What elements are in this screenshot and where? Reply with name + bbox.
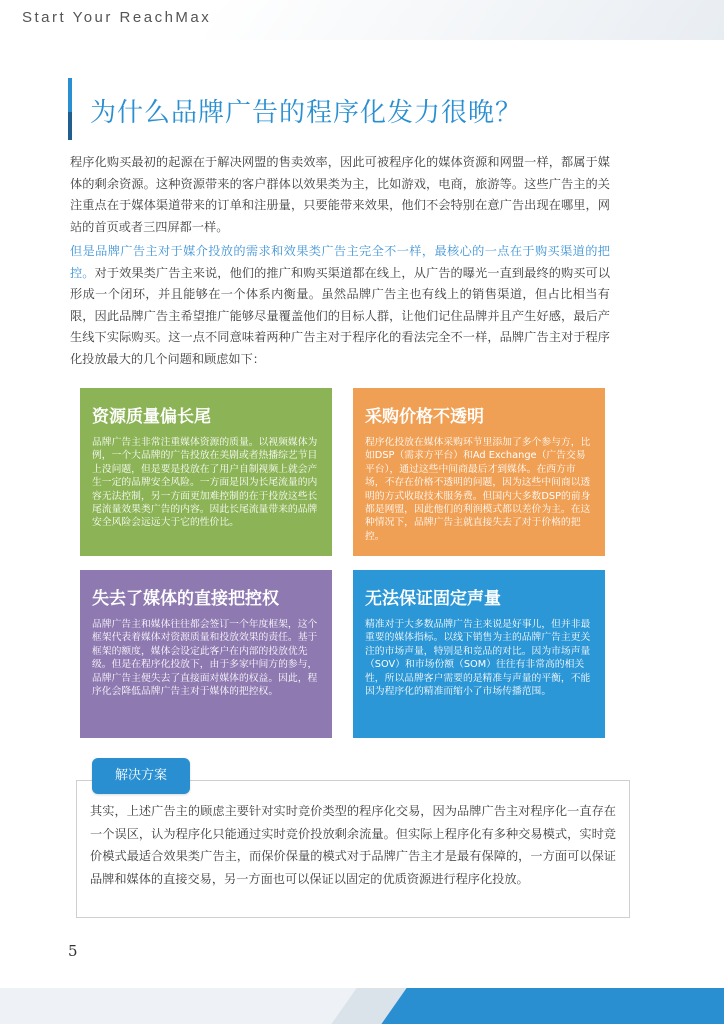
solution-label: 解决方案: [92, 758, 190, 794]
brand-tagline: Start Your ReachMax: [22, 9, 212, 26]
card-title: 采购价格不透明: [365, 407, 484, 427]
title-accent-bar-dark: [68, 112, 72, 140]
footer-stripe-blue: [381, 988, 724, 1024]
card-body: 品牌广告主和媒体往往都会签订一个年度框架，这个框架代表着媒体对资源质量和投放效果的责任。基于框架的额度，媒体会设定此客户在内部的投放优先级。但是在程序化投放下，由于多家中间方的参与，品牌广告主便失去了直接面对媒体的权益。因此，程序化会降低品牌广告主对于媒体的把控权。: [92, 619, 318, 698]
card-title: 失去了媒体的直接把控权: [92, 589, 279, 609]
paragraph-text: 对于效果类广告主来说，他们的推广和购买渠道都在线上，从广告的曝光一直到最终的购买可以形成一个闭环，并且能够在一个体系内衡量。虽然品牌广告主也有线上的销售渠道，但占比相当有限，因此品牌广告主希望推广能够尽量覆盖他们的目标人群，让他们记住品牌并且产生好感，最后产生线下实际购买。这一点不同意味着两种广告主对于程序化的看法完全不一样，品牌广告主对于程序化投放最大的几个问题和顾虑如下：: [70, 265, 611, 366]
header-decoration: [204, 0, 724, 40]
card-long-tail-quality: [80, 388, 332, 556]
page-title: 为什么品牌广告的程序化发力很晚？: [90, 98, 523, 128]
card-price-opacity: [353, 388, 605, 556]
page-number: 5: [68, 942, 78, 960]
solution-text: 其实，上述广告主的顾虑主要针对实时竞价类型的程序化交易，因为品牌广告主对程序化一直存在一个误区，认为程序化只能通过实时竞价投放剩余流量。但实际上程序化有多种交易模式，实时竞价模式最适合效果类广告主，而保价保量的模式对于品牌广告主才是最有保障的，一方面可以保证品牌和媒体的直接交易，另一方面也可以保证以固定的优质资源进行程序化投放。: [90, 804, 616, 886]
intro-paragraph-2: [70, 241, 610, 370]
card-title: 无法保证固定声量: [365, 589, 501, 609]
intro-paragraph-1: 程序化购买最初的起源在于解决网盟的售卖效率，因此可被程序化的媒体资源和网盟一样，都属于媒体的剩余资源。这种资源带来的客户群体以效果类为主，比如游戏，电商，旅游等。这些广告主的关注重点在于媒体渠道带来的订单和注册量，只要能带来效果，他们不会特别在意广告出现在哪里，网站的首页或者三四屏都一样。: [70, 155, 610, 234]
highlight-text: 但是品牌广告主对于媒介投放的需求和效果类广告主完全不一样，最核心的一点在于购买渠道的把控。: [70, 244, 610, 280]
card-title: 资源质量偏长尾: [92, 407, 211, 427]
card-lost-media-control: [80, 570, 332, 738]
card-body: 精准对于大多数品牌广告主来说是好事儿，但并非最重要的媒体指标。以线下销售为主的品牌广告主更关注的市场声量，特别是和竞品的对比。因为市场声量（SOV）和市场份额（SOM）往往有非常高的相关性，所以品牌客户需要的是精准与声量的平衡，不能因为程序化的精准而缩小了市场传播范围。: [365, 619, 591, 698]
card-body: 品牌广告主非常注重媒体资源的质量。以视频媒体为例，一个大品牌的广告投放在美剧或者热播综艺节目上没问题，但是要是投放在了用户自制视频上就会产生一定的品牌安全风险。一方面是因为长尾流量的内容无法控制，另一方面更加难控制的在于投放这些长尾流量效果类广告的内容。因此长尾流量带来的品牌安全风险会远远大于它的性价比。: [92, 437, 318, 529]
card-share-of-voice: [353, 570, 605, 738]
card-body: 程序化投放在媒体采购环节里添加了多个参与方，比如DSP（需求方平台）和Ad Exchange（广告交易平台），通过这些中间商最后才到媒体。在西方市场，不存在价格不透明的问题，因为这些中间商以透明的方式收取技术服务费。但国内大多数DSP的前身都是网盟，因此他们的利润模式都以差价为主。在这种情况下，品牌广告主就直接失去了对于价格的把控。: [365, 437, 591, 542]
